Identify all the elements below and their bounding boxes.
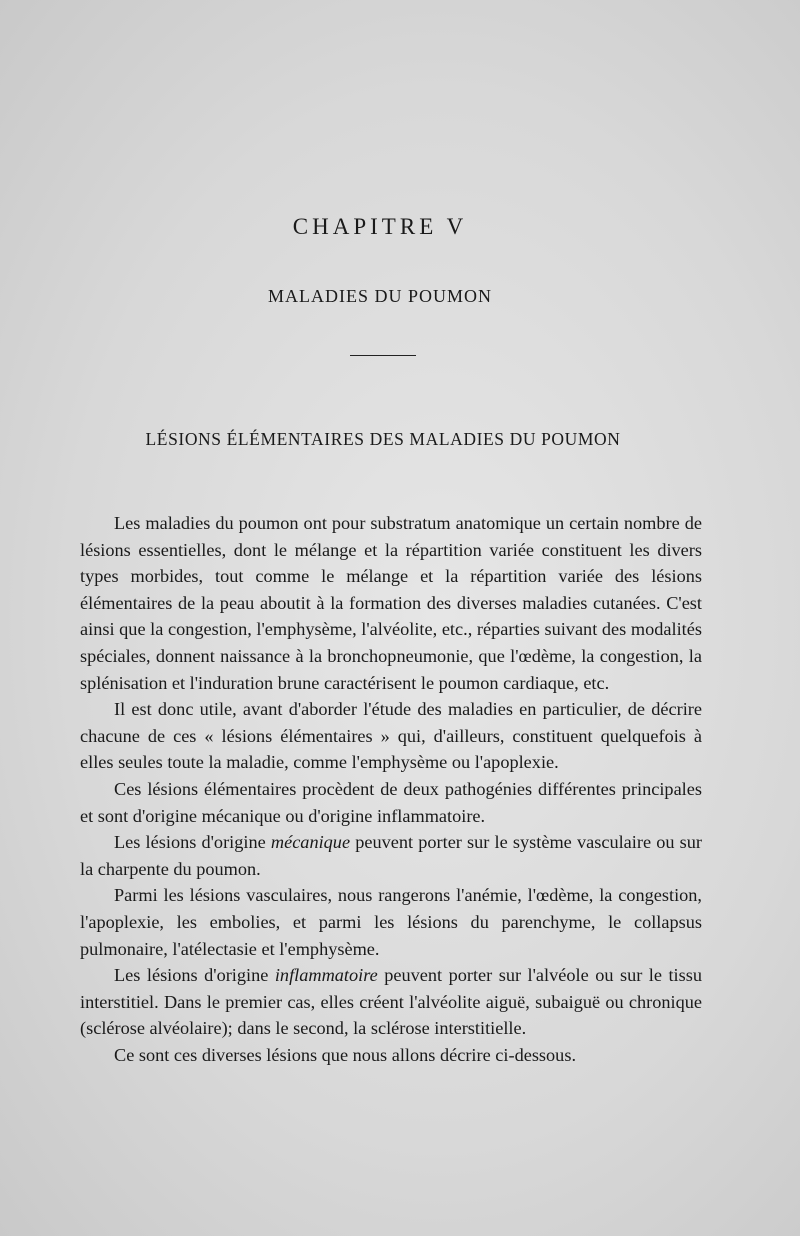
paragraph-text: Il est donc utile, avant d'aborder l'étude des maladies en particulier, de décrire chacune de ces « lésions élémentaires » qui, d'ailleurs, constituent quelquefois à elles seules toute la maladie, comme l'emphysème ou l'apoplexie. bbox=[80, 699, 702, 773]
paragraph-text: Les maladies du poumon ont pour substratum anatomique un certain nombre de lésions essentielles, dont le mélange et la répartition variée constituent les divers types morbides, tout comme le mélange et la répartition variée des lésions élémentaires de la peau aboutit à la formation des diverses maladies cutanées. C'est ainsi que la congestion, l'emphysème, l'alvéolite, etc., réparties suivant des modalités spéciales, donnent naissance à la bronchopneumonie, que l'œdème, la congestion, la splénisation et l'induration brune caractérisent le poumon cardiaque, etc. bbox=[80, 513, 702, 693]
paragraph-text: peuvent porter sur l'alvéole ou sur le tissu interstitiel. Dans le premier cas, elles créent l'alvéolite aiguë, subaiguë ou chronique (sclérose alvéolaire); dans le second, la sclérose interstitielle. bbox=[80, 965, 702, 1039]
emphasis-mecanique: mécanique bbox=[270, 832, 351, 853]
paragraph bbox=[80, 1042, 702, 1069]
paragraph bbox=[80, 962, 702, 1042]
chapter-number: CHAPITRE V bbox=[292, 214, 468, 239]
paragraph-text: Les lésions d'origine bbox=[114, 965, 275, 986]
paragraph-text: Les lésions d'origine bbox=[114, 832, 271, 853]
chapter-title: MALADIES DU POUMON bbox=[267, 286, 492, 306]
paragraph bbox=[80, 776, 702, 829]
emphasis-inflammatoire: inflammatoire bbox=[274, 965, 378, 986]
paragraph-text: Ce sont ces diverses lésions que nous allons décrire ci-dessous. bbox=[114, 1044, 577, 1065]
paragraph bbox=[80, 696, 702, 776]
paragraph-text: peuvent porter sur le système vasculaire ou sur la charpente du poumon. bbox=[80, 832, 702, 879]
paragraph bbox=[80, 510, 702, 696]
paragraph-text: Ces lésions élémentaires procèdent de deux pathogénies différentes principales et sont d'origine mécanique ou d'origine inflammatoire. bbox=[80, 778, 702, 826]
paragraph-text: Parmi les lésions vasculaires, nous rangerons l'anémie, l'œdème, la congestion, l'apoplexie, les embolies, et parmi les lésions du parenchyme, le collapsus pulmonaire, l'atélectasie et l'emphysème. bbox=[80, 885, 702, 959]
section-title: LÉSIONS ÉLÉMENTAIRES DES MALADIES DU POUMON bbox=[145, 429, 621, 449]
paragraph bbox=[80, 829, 702, 882]
body-text bbox=[80, 510, 702, 1068]
paragraph bbox=[80, 882, 702, 962]
title-rule bbox=[350, 355, 416, 356]
